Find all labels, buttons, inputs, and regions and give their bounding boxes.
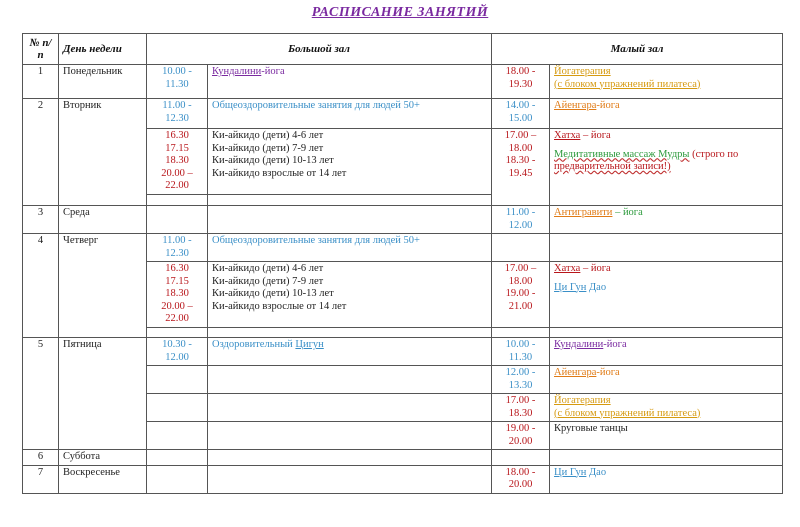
time-cell: 18.00 - 19.30	[492, 65, 550, 99]
day-name: Четверг	[59, 234, 147, 338]
header-row	[23, 34, 783, 65]
activity-cell: Ци Гун Дао	[550, 465, 783, 493]
day-number: 1	[23, 65, 59, 99]
activity-cell: Ки-айкидо (дети) 4-6 лет Ки-айкидо (дети) 7-9 лет Ки-айкидо (дети) 10-13 лет Ки-айкидо взрослые от 14 лет	[208, 262, 492, 328]
table-row	[23, 338, 783, 366]
time-cell: 10.00 - 11.30	[147, 65, 208, 99]
table-row	[23, 99, 783, 129]
activity-cell: Хатха – йога Медитативные массаж Мудры (строго по предварительной записи!)	[550, 129, 783, 206]
header-day: День недели	[59, 34, 147, 65]
activity-cell: Оздоровительный Цигун	[208, 338, 492, 366]
day-number: 3	[23, 206, 59, 234]
time-cell: 17.00 - 18.30	[492, 394, 550, 422]
time-cell: 17.00 – 18.00 18.30 - 19.45	[492, 129, 550, 206]
day-number: 2	[23, 99, 59, 206]
day-name: Воскресенье	[59, 465, 147, 493]
schedule-table	[22, 33, 783, 494]
time-cell: 11.00 - 12.30	[147, 99, 208, 129]
time-cell: 11.00 - 12.30	[147, 234, 208, 262]
activity-cell: Кундалини-йога	[208, 65, 492, 99]
activity-cell: Йогатерапия (с блоком упражнений пилатеса)	[550, 65, 783, 99]
activity-cell: Круговые танцы	[550, 422, 783, 450]
time-cell: 10.00 - 11.30	[492, 338, 550, 366]
day-number: 5	[23, 338, 59, 450]
table-row	[23, 65, 783, 99]
header-num: № п/п	[23, 34, 59, 65]
activity-cell: Общеоздоровительные занятия для людей 50+	[208, 99, 492, 129]
time-cell: 17.00 – 18.00 19.00 - 21.00	[492, 262, 550, 328]
activity-cell: Йогатерапия (с блоком упражнений пилатеса)	[550, 394, 783, 422]
header-big-hall: Большой зал	[147, 34, 492, 65]
activity-cell: Кундалини-йога	[550, 338, 783, 366]
day-name: Понедельник	[59, 65, 147, 99]
time-cell: 10.30 - 12.00	[147, 338, 208, 366]
time-cell: 16.30 17.15 18.30 20.00 – 22.00	[147, 262, 208, 328]
page-title: РАСПИСАНИЕ ЗАНЯТИЙ	[311, 5, 489, 20]
table-row	[23, 234, 783, 262]
activity-cell: Хатха – йога Ци Гун Дао	[550, 262, 783, 328]
time-cell: 19.00 - 20.00	[492, 422, 550, 450]
activity-cell: Айенгара-йога	[550, 366, 783, 394]
time-cell: 16.30 17.15 18.30 20.00 – 22.00	[147, 129, 208, 195]
time-cell: 12.00 - 13.30	[492, 366, 550, 394]
day-name: Пятница	[59, 338, 147, 450]
table-row	[23, 465, 783, 493]
time-cell: 11.00 - 12.00	[492, 206, 550, 234]
time-cell: 14.00 - 15.00	[492, 99, 550, 129]
table-row	[23, 206, 783, 234]
day-number: 4	[23, 234, 59, 338]
time-cell: 18.00 - 20.00	[492, 465, 550, 493]
header-small-hall: Малый зал	[492, 34, 783, 65]
activity-cell: Айенгара-йога	[550, 99, 783, 129]
activity-cell: Ки-айкидо (дети) 4-6 лет Ки-айкидо (дети) 7-9 лет Ки-айкидо (дети) 10-13 лет Ки-айкидо взрослые от 14 лет	[208, 129, 492, 195]
day-name: Вторник	[59, 99, 147, 206]
table-row	[23, 450, 783, 466]
day-number: 7	[23, 465, 59, 493]
day-number: 6	[23, 450, 59, 466]
activity-cell: Общеоздоровительные занятия для людей 50+	[208, 234, 492, 262]
activity-cell: Антигравити – йога	[550, 206, 783, 234]
day-name: Среда	[59, 206, 147, 234]
day-name: Суббота	[59, 450, 147, 466]
